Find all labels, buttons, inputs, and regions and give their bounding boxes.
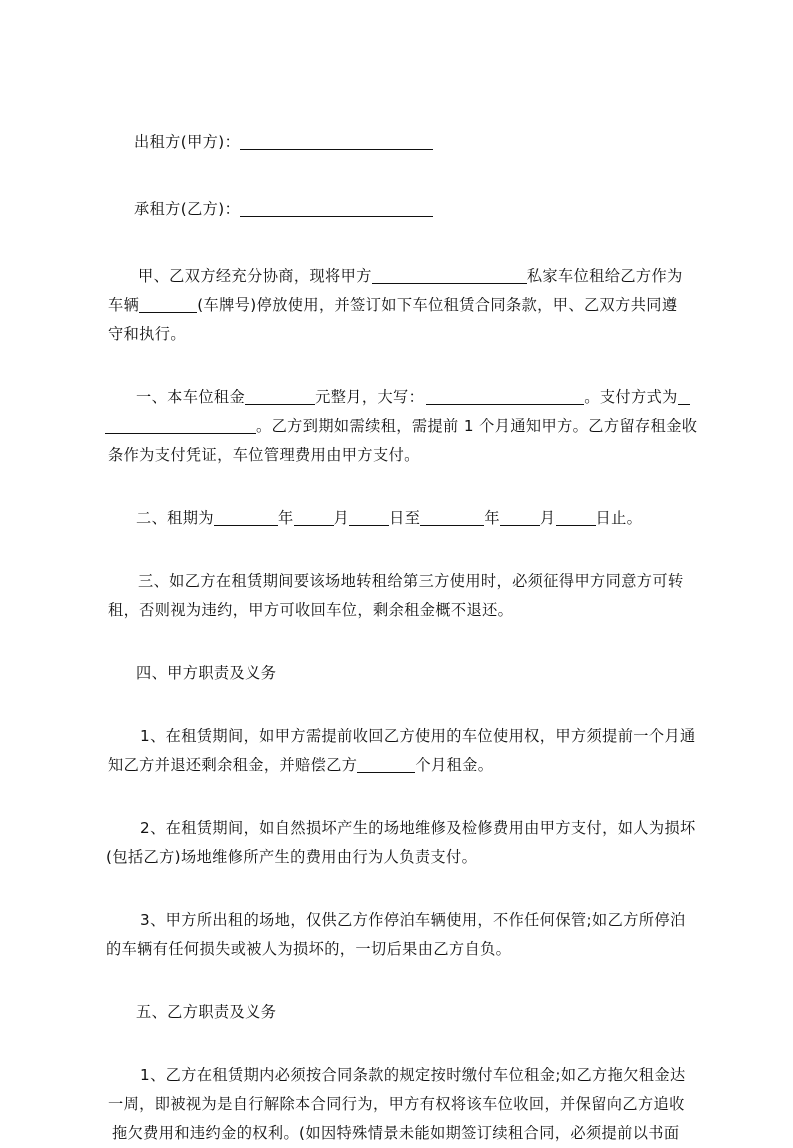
compensation-months-blank <box>357 756 415 773</box>
end-year-blank <box>420 509 484 526</box>
intro-line-3: 守和执行。 <box>108 325 186 343</box>
s4-item1-text-2a: 知乙方并退还剩余租金，并赔偿乙方 <box>108 756 358 774</box>
clause2-year2: 年 <box>484 509 500 527</box>
clause2-year1: 年 <box>277 509 294 527</box>
clause2-month2: 月 <box>539 509 556 527</box>
start-month-blank <box>294 509 334 526</box>
start-year-blank <box>214 509 278 526</box>
party-b-label: 承租方(乙方)： <box>134 200 241 218</box>
payment-method-blank <box>678 388 690 405</box>
s4-item2-line-1: 2、在租赁期间，如自然损坏产生的场地维修及检修费用由甲方支付，如人为损坏 <box>140 819 696 837</box>
clause1-text-1a: 一、本车位租金 <box>136 388 246 406</box>
section4-heading: 四、甲方职责及义务 <box>136 664 277 682</box>
clause3-line-2: 租，否则视为违约，甲方可收回车位，剩余租金概不退还。 <box>108 601 514 619</box>
clause1-text-2: 。乙方到期如需续租，需提前 1 个月通知甲方。乙方留存租金收 <box>256 417 698 435</box>
s4-item1-text-2b: 个月租金。 <box>415 756 494 774</box>
clause3-line-1: 三、如乙方在租赁期间要该场地转租给第三方使用时，必须征得甲方同意方可转 <box>138 572 684 590</box>
s4-item3-line-1: 3、甲方所出租的场地，仅供乙方作停泊车辆使用，不作任何保管;如乙方所停泊 <box>140 911 686 929</box>
clause2-day1: 日至 <box>389 509 421 527</box>
intro-text-1b: 私家车位租给乙方作为 <box>526 267 683 285</box>
rent-uppercase-blank <box>426 388 584 405</box>
s4-item1-line-1: 1、在租赁期间，如甲方需提前收回乙方使用的车位使用权，甲方须提前一个月通 <box>140 727 696 745</box>
rent-amount-blank <box>245 388 315 405</box>
intro-text-1a: 甲、乙双方经充分协商，现将甲方 <box>138 267 372 285</box>
party-b-blank <box>240 200 433 217</box>
clause1-line-1 <box>100 383 700 412</box>
plate-number-blank <box>139 296 197 313</box>
end-day-blank <box>556 509 596 526</box>
clause1-line-3: 条作为支付凭证，车位管理费用由甲方支付。 <box>108 446 420 464</box>
s4-item2-line-2: (包括乙方)场地维修所产生的费用由行为人负责支付。 <box>106 848 478 866</box>
party-b-line <box>100 195 700 224</box>
s5-item1-line-1: 1、乙方在租赁期内必须按合同条款的规定按时缴付车位租金;如乙方拖欠租金达 <box>140 1066 686 1084</box>
party-a-blank <box>240 133 433 150</box>
start-day-blank <box>349 509 389 526</box>
clause1-text-1c: 。支付方式为 <box>584 388 678 406</box>
clause2-prefix: 二、租期为 <box>136 509 214 527</box>
intro-text-2a: 车辆 <box>108 296 140 314</box>
intro-line-1 <box>100 262 700 291</box>
s4-item3-line-2: 的车辆有任何损失或被人为损坏的，一切后果由乙方自负。 <box>106 940 512 958</box>
s5-item1-line-3: 拖欠费用和违约金的权利。(如因特殊情景未能如期签订续租合同，必须提前以书面 <box>112 1124 680 1142</box>
party-a-line <box>100 128 700 157</box>
s5-item1-line-2: 一周，即被视为是自行解除本合同行为，甲方有权将该车位收回，并保留向乙方追收 <box>108 1095 685 1113</box>
payment-method-blank-cont <box>105 417 256 434</box>
contract-body <box>100 128 700 1148</box>
intro-line-2 <box>100 291 700 320</box>
section5-heading: 五、乙方职责及义务 <box>136 1003 277 1021</box>
s4-item1-line-2 <box>100 751 700 780</box>
clause1-line-2 <box>100 412 700 441</box>
clause2-day2: 日止。 <box>595 509 643 527</box>
party-a-label: 出租方(甲方)： <box>134 133 241 151</box>
clause1-text-1b: 元整月，大写： <box>315 388 425 406</box>
intro-text-2b: (车牌号)停放使用，并签订如下车位租赁合同条款，甲、乙双方共同遵 <box>197 296 678 314</box>
end-month-blank <box>500 509 540 526</box>
clause2-month1: 月 <box>333 509 350 527</box>
clause2-line <box>100 504 700 533</box>
lessor-name-blank <box>372 267 527 284</box>
